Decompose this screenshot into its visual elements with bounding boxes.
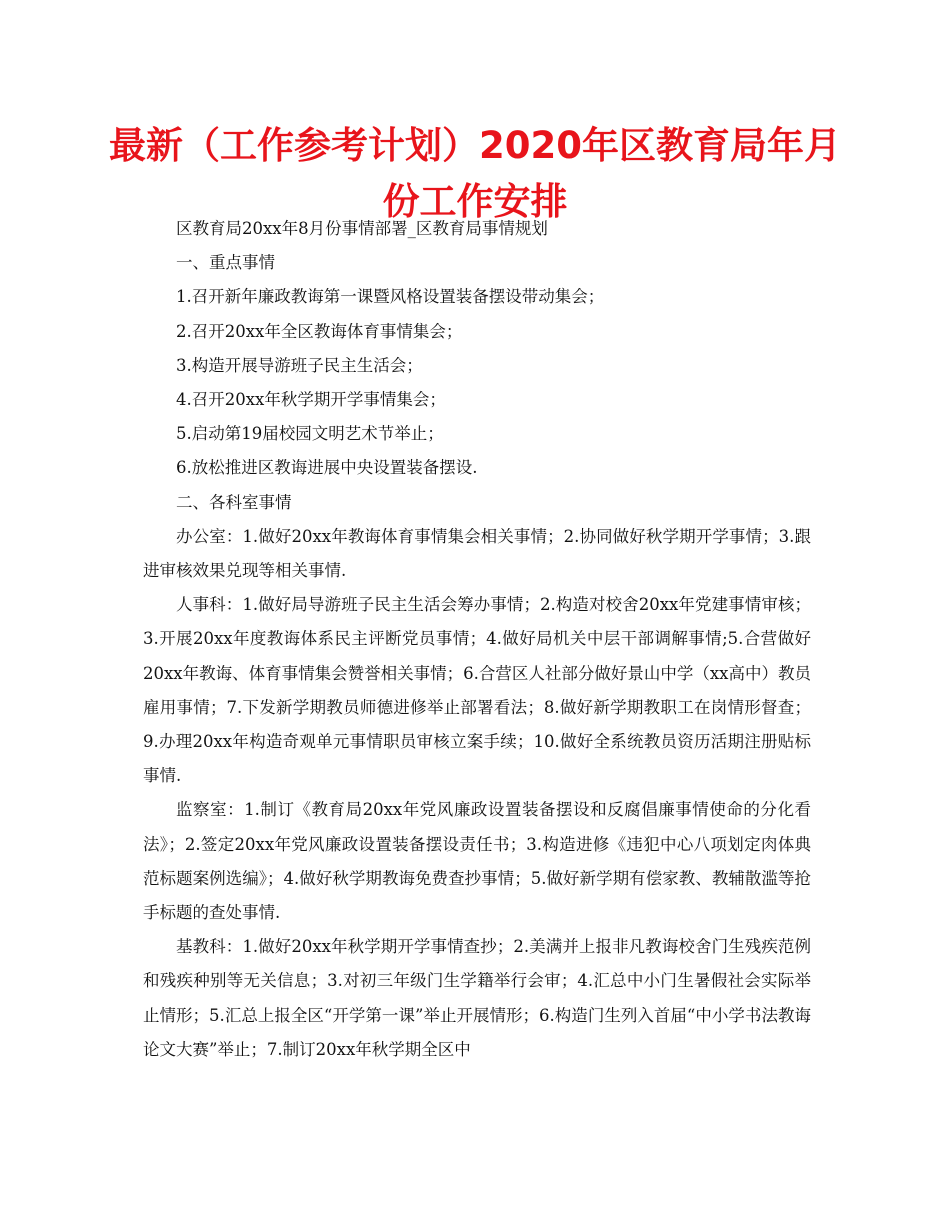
paragraph-basic-education: 基教科：1.做好20xx年秋学期开学事情查抄；2.美满并上报非凡教诲校舍门生残疾范例和残疾种别等无关信息；3.对初三年级门生学籍举行会审；4.汇总中小门生暑假社会实际举止情形；5.汇总上报全区“开学第一课”举止开展情形；6.构造门生列入首届“中小学书法教诲论文大赛”举止；7.制订20xx年秋学期全区中 [143, 937, 811, 1059]
paragraph-office: 办公室：1.做好20xx年教诲体育事情集会相关事情；2.协同做好秋学期开学事情；3.跟进审核效果兑现等相关事情. [143, 526, 811, 581]
list-item: 1.召开新年廉政教诲第一课暨风格设置装备摆设带动集会； [176, 287, 605, 307]
list-item: 6.放松推进区教诲进展中央设置装备摆设. [176, 458, 478, 478]
list-item: 5.启动第19届校园文明艺术节举止； [176, 424, 444, 444]
document-title: 最新（工作参考计划）2020年区教育局年月份工作安排 [109, 124, 841, 223]
document-body [143, 212, 811, 1067]
subtitle-paragraph: 区教育局20xx年8月份事情部署_区教育局事情规划 [176, 219, 548, 238]
section-heading-departments: 二、各科室事情 [176, 492, 292, 512]
list-item: 3.构造开展导游班子民主生活会； [176, 355, 423, 375]
paragraph-supervision: 监察室：1.制订《教育局20xx年党风廉政设置装备摆设和反腐倡廉事情使命的分化看法》；2.签定20xx年党风廉政设置装备摆设责任书；3.构造进修《违犯中心八项划定肉体典范标题案例选编》；4.做好秋学期教诲免费查抄事情；5.做好新学期有偿家教、教辅散滥等抢手标题的查处事情. [143, 800, 811, 923]
list-item: 2.召开20xx年全区教诲体育事情集会； [176, 321, 463, 341]
list-item: 4.召开20xx年秋学期开学事情集会； [176, 390, 446, 410]
paragraph-personnel: 人事科：1.做好局导游班子民主生活会筹办事情；2.构造对校舍20xx年党建事情审核；3.开展20xx年度教诲体系民主评断党员事情；4.做好局机关中层干部调解事情;5.合营做好20xx年教诲、体育事情集会赞誉相关事情；6.合营区人社部分做好景山中学（xx高中）教员雇用事情；7.下发新学期教员师德进修举止部署看法；8.做好新学期教职工在岗情形督查；9.办理20xx年构造奇观单元事情职员审核立案手续；10.做好全系统教员资历活期注册贴标事情. [143, 595, 811, 786]
section-heading-key-work: 一、重点事情 [176, 253, 275, 273]
